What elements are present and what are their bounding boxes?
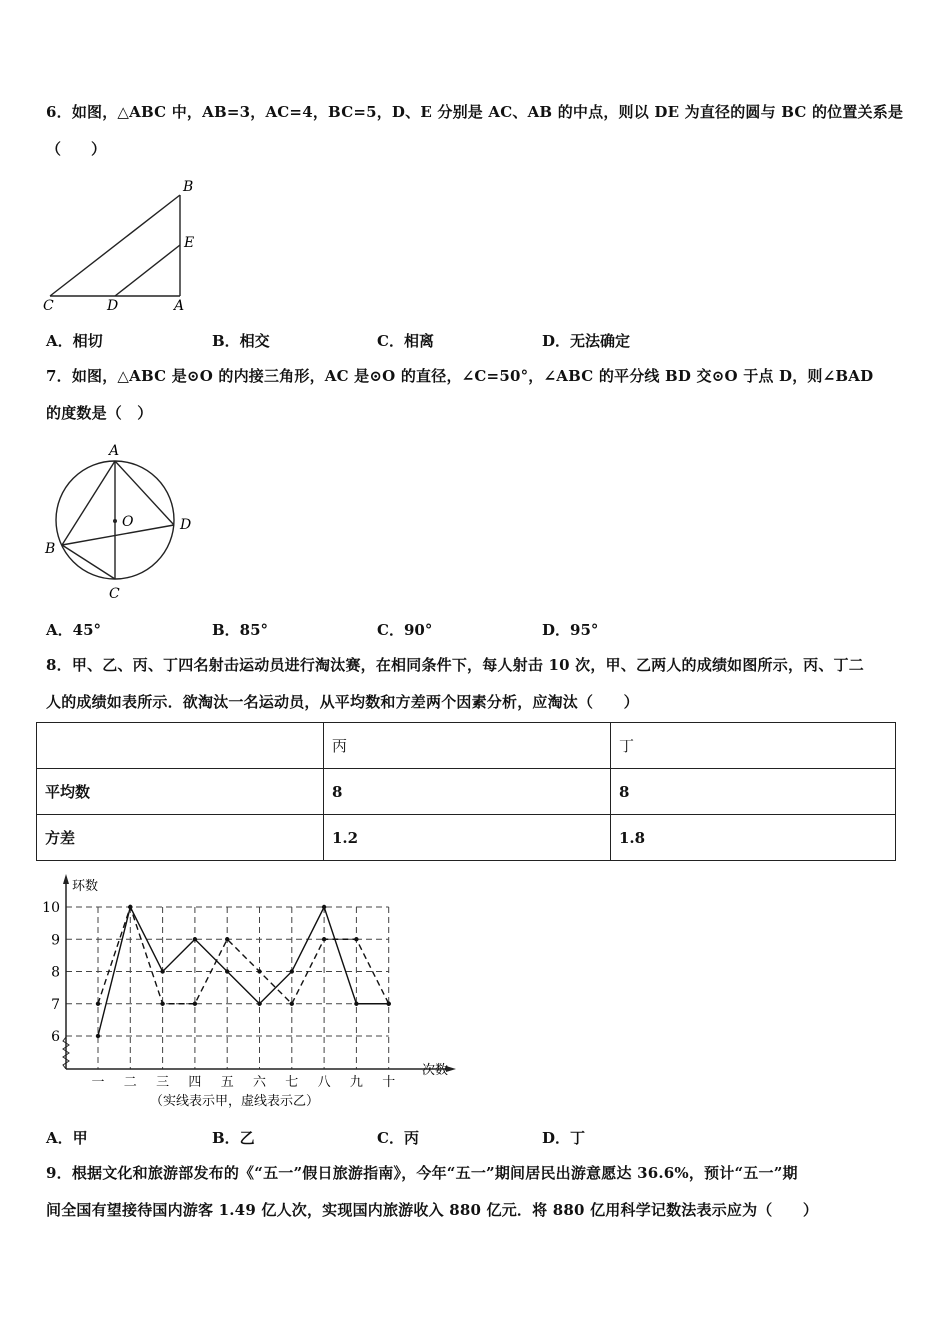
question-8-text-line-2: 人的成绩如表所示．欲淘汰一名运动员，从平均数和方差两个因素分析，应淘汰（ ） (46, 693, 639, 711)
x-tick-label: 四 (188, 1075, 202, 1090)
data-point (160, 1002, 164, 1006)
y-axis-label: 环数 (72, 879, 99, 894)
x-tick-label: 三 (156, 1075, 170, 1090)
table-cell: 8 (324, 769, 611, 815)
y-tick-label: 8 (51, 964, 60, 981)
series-line-yi (98, 907, 389, 1004)
data-point (225, 969, 229, 973)
data-point (322, 937, 326, 941)
label-O: O (122, 514, 134, 530)
question-7-option-b[interactable]: B．85° (212, 621, 269, 639)
x-tick-label: 五 (220, 1075, 234, 1090)
question-6-option-d[interactable]: D．无法确定 (542, 332, 631, 350)
label-D: D (180, 517, 192, 533)
data-point (290, 1002, 294, 1006)
table-header-cell: 丙 (324, 723, 611, 769)
label-B: B (45, 541, 56, 557)
question-8-option-b[interactable]: B．乙 (212, 1129, 255, 1147)
question-8-text-line-1: 8．甲、乙、丙、丁四名射击运动员进行淘汰赛，在相同条件下，每人射击 10 次，甲、乙两人的成绩如图所示，丙、丁二 (46, 656, 864, 674)
y-tick-label: 9 (51, 932, 60, 949)
chart-labels (42, 878, 448, 1109)
table-cell: 平均数 (37, 769, 324, 815)
x-axis-label: 次数 (422, 1063, 449, 1078)
data-point (193, 1002, 197, 1006)
y-axis-arrow-icon (63, 874, 69, 884)
data-point (160, 969, 164, 973)
y-tick-label: 10 (42, 900, 60, 916)
question-8-option-d[interactable]: D．丁 (542, 1129, 586, 1147)
data-point (257, 969, 261, 973)
data-point (96, 1002, 100, 1006)
question-8-option-a[interactable]: A．甲 (46, 1129, 88, 1147)
data-point (96, 1034, 100, 1038)
data-point (225, 937, 229, 941)
question-6-text-line-1: 6．如图，△ABC 中，AB=3，AC=4，BC=5，D、E 分别是 AC、AB 的中点，则以 DE 为直径的圆与 BC 的位置关系是 (46, 103, 904, 121)
label-A: A (109, 443, 120, 459)
question-9-text-line-1: 9．根据文化和旅游部发布的《“五一”假日旅游指南》，今年“五一”期间居民出游意愿达 36.6%，预计“五一”期 (46, 1164, 798, 1182)
data-point (193, 937, 197, 941)
x-tick-label: 一 (91, 1075, 105, 1090)
x-tick-label: 九 (349, 1075, 363, 1090)
data-point (322, 905, 326, 909)
data-point (257, 1002, 261, 1006)
label-B: B (183, 179, 194, 195)
data-point (290, 969, 294, 973)
x-tick-label: 六 (252, 1075, 267, 1090)
score-line-chart (0, 0, 470, 1120)
table-header-cell: 丁 (611, 723, 896, 769)
question-6-option-c[interactable]: C．相离 (377, 332, 434, 350)
chart-grid (66, 907, 389, 1069)
data-point (128, 905, 132, 909)
x-tick-label: 八 (317, 1075, 331, 1090)
question-7-text-line-2: 的度数是（ ） (46, 404, 153, 422)
question-8-option-c[interactable]: C．丙 (377, 1129, 419, 1147)
x-tick-label: 十 (382, 1075, 396, 1090)
table-cell: 1.8 (611, 815, 896, 861)
data-point (354, 937, 358, 941)
question-7-text-line-1: 7．如图，△ABC 是⊙O 的内接三角形，AC 是⊙O 的直径，∠C=50°，∠ABC 的平分线 BD 交⊙O 于点 D，则∠BAD (46, 367, 874, 385)
label-C: C (109, 586, 120, 602)
question-7-option-c[interactable]: C．90° (377, 621, 433, 639)
y-tick-label: 6 (51, 1029, 60, 1045)
label-D: D (107, 298, 119, 314)
x-tick-label: 二 (123, 1075, 137, 1090)
question-6-answer-paren: （ ） (46, 140, 107, 158)
question-6-option-a[interactable]: A．相切 (46, 332, 103, 350)
table-cell: 1.2 (324, 815, 611, 861)
table-cell: 方差 (37, 815, 324, 861)
table-cell: 8 (611, 769, 896, 815)
data-point (387, 1002, 391, 1006)
question-7-option-d[interactable]: D．95° (542, 621, 599, 639)
y-tick-label: 7 (51, 996, 60, 1013)
chart-caption: （实线表示甲，虚线表示乙） (150, 1094, 320, 1109)
data-point (354, 1002, 358, 1006)
label-A: A (174, 298, 185, 314)
question-9-text-line-2: 间全国有望接待国内游客 1.49 亿人次，实现国内旅游收入 880 亿元．将 880 亿用科学记数法表示应为（ ） (46, 1201, 819, 1219)
label-E: E (184, 235, 195, 251)
question-7-option-a[interactable]: A．45° (46, 621, 102, 639)
label-C: C (43, 298, 54, 314)
question-6-option-b[interactable]: B．相交 (212, 332, 270, 350)
x-tick-label: 七 (285, 1075, 299, 1090)
